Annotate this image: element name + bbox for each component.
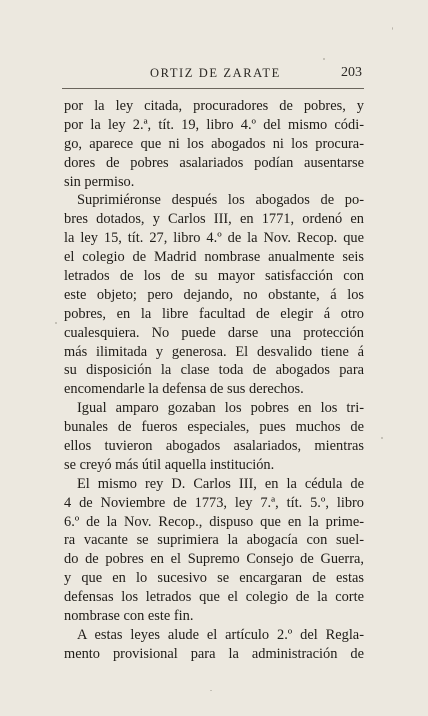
text-line: 4 de Noviembre de 1773, ley 7.ª, tít. 5.º, libro <box>64 494 364 511</box>
text-line: letrados de los de su mayor satisfacción con <box>64 268 364 285</box>
text-line: ra vacante se suprimiera la abogacía con suel- <box>64 532 364 549</box>
text-line: nombrase con este fin. <box>64 608 194 625</box>
text-line: 6.º de la Nov. Recop., dispuso que en la prime- <box>64 513 364 530</box>
text-line: Suprimiéronse después los abogados de po- <box>77 192 364 209</box>
running-head <box>62 66 364 84</box>
page-number: 203 <box>341 65 362 80</box>
text-line: se creyó más útil aquella institución. <box>64 456 275 473</box>
text-line: más ilimitada y generosa. El desvalido tiene á <box>64 343 364 360</box>
paper-speck <box>210 690 212 691</box>
paper-speck <box>55 322 57 324</box>
text-line: sin permiso. <box>64 173 135 190</box>
body-text <box>64 97 364 664</box>
text-line: defensas los letrados que el colegio de la corte <box>64 589 364 606</box>
paper-speck <box>323 58 325 60</box>
text-line: por la ley citada, procuradores de pobres, y <box>64 98 364 114</box>
text-line: A estas leyes alude el artículo 2.º del Regla- <box>77 626 364 643</box>
paper-speck <box>392 27 393 30</box>
text-line: El mismo rey D. Carlos III, en la cédula de <box>77 475 364 492</box>
text-line: pobres, en la libre facultad de elegir á otro <box>64 305 364 322</box>
text-line: su disposición la clase toda de abogados para <box>64 362 364 379</box>
text-line: la ley 15, tít. 27, libro 4.º de la Nov. Recop. que <box>64 230 364 247</box>
text-line: dores de pobres asalariados podían ausentarse <box>64 154 364 171</box>
text-line: encomendarle la defensa de sus derechos. <box>64 381 304 398</box>
text-line: bunales de fueros especiales, pues muchos de <box>64 419 364 436</box>
text-line: cualesquiera. No puede darse una protección <box>64 324 364 341</box>
text-line: por la ley 2.ª, tít. 19, libro 4.º del mismo códi- <box>64 116 364 133</box>
text-line: el colegio de Madrid nombrase anualmente seis <box>64 249 364 266</box>
text-line: go, aparece que ni los abogados ni los procura- <box>64 135 364 152</box>
text-line: este objeto; pero dejando, no obstante, á los <box>64 286 364 303</box>
text-line: do de pobres en el Supremo Consejo de Guerra, <box>64 551 364 568</box>
header-rule <box>62 88 364 89</box>
text-line: mento provisional para la administración de <box>64 645 364 662</box>
text-line: Igual amparo gozaban los pobres en los tri- <box>77 400 364 417</box>
text-line: y que en lo sucesivo se encargaran de estas <box>64 570 364 587</box>
running-title: ORTIZ DE ZARATE <box>150 66 281 80</box>
text-line: ellos tuvieron abogados asalariados, mientras <box>64 438 364 455</box>
paper-speck <box>381 437 383 439</box>
text-line: bres dotados, y Carlos III, en 1771, ordenó en <box>64 211 364 228</box>
